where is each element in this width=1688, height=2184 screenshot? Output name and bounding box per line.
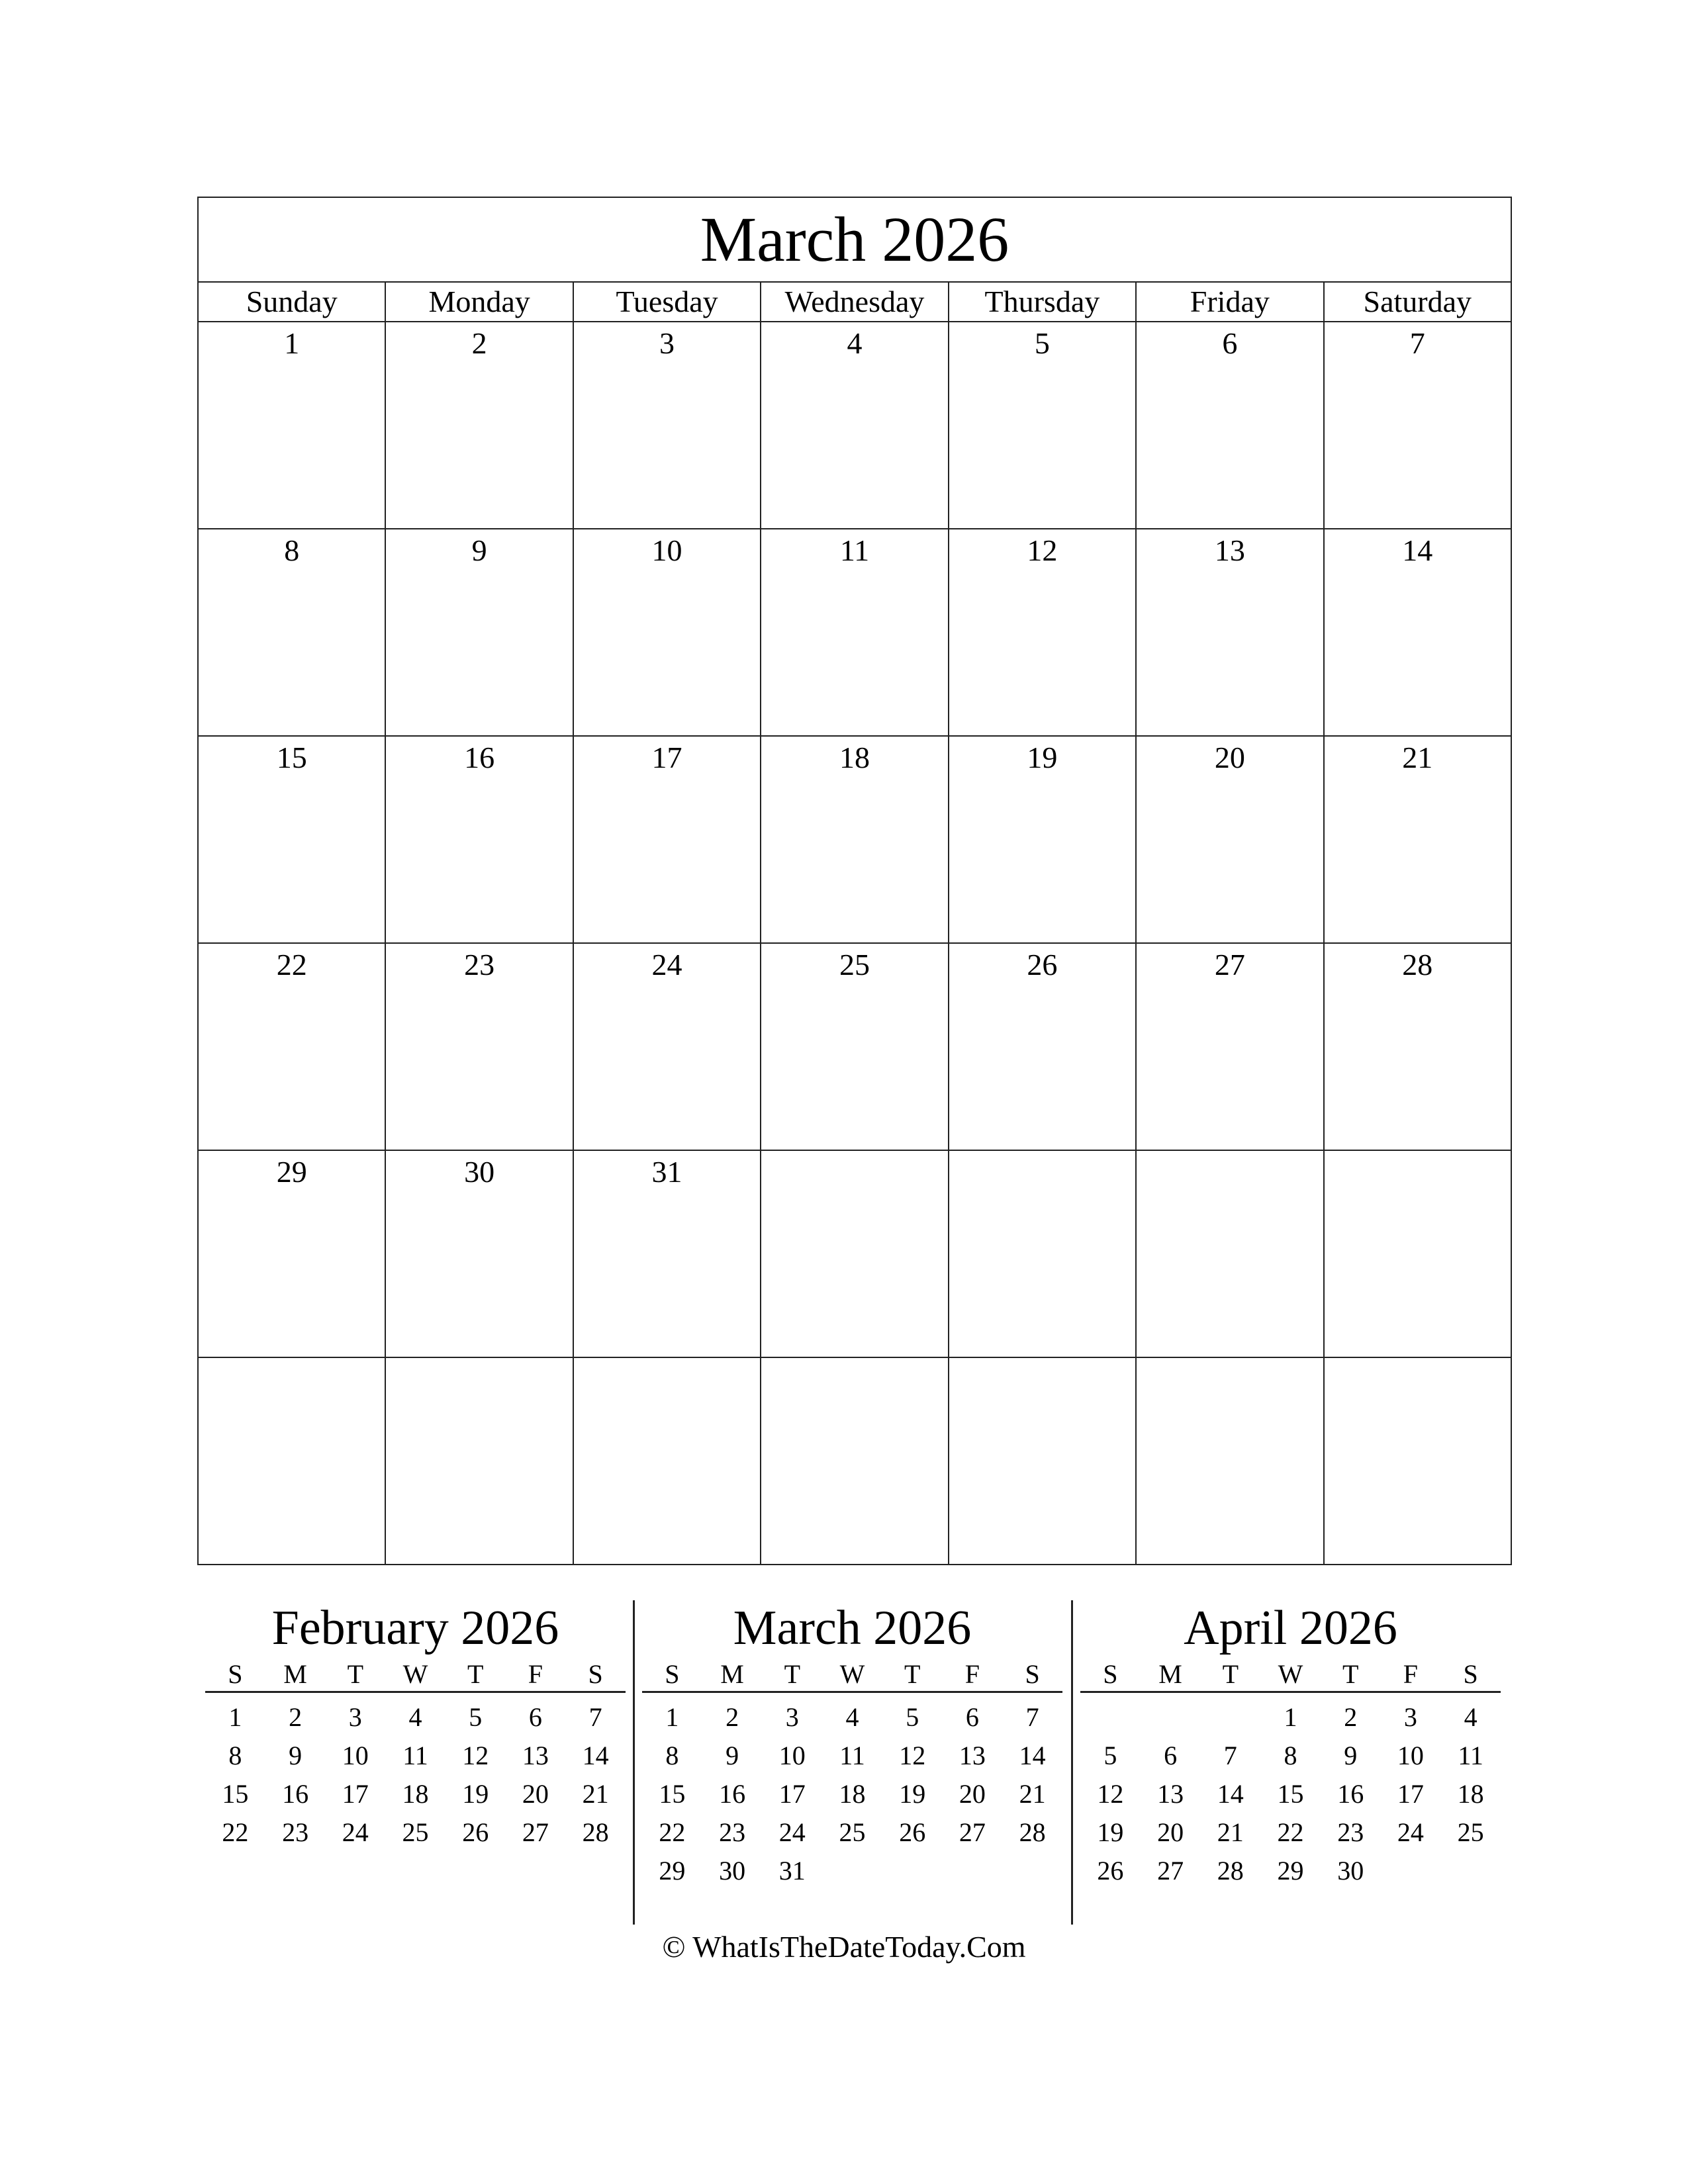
mini-day: 1	[228, 1702, 242, 1732]
mini-day: 10	[342, 1741, 369, 1770]
mini-weekday-label: S	[1025, 1659, 1040, 1689]
day-cell: 2	[386, 322, 573, 528]
mini-day: 3	[1403, 1702, 1417, 1732]
mini-day: 2	[726, 1702, 739, 1732]
day-cell: 11	[761, 529, 949, 735]
mini-day: 8	[1284, 1741, 1297, 1770]
mini-day: 4	[845, 1702, 859, 1732]
day-cell	[949, 1358, 1137, 1564]
mini-day: 12	[1097, 1779, 1124, 1809]
mini-day: 7	[588, 1702, 602, 1732]
day-cell: 22	[199, 944, 386, 1150]
mini-day: 24	[342, 1817, 369, 1847]
day-cell	[1137, 1151, 1324, 1357]
day-cell: 27	[1137, 944, 1324, 1150]
mini-day: 9	[726, 1741, 739, 1770]
week-row	[199, 1151, 1511, 1358]
mini-weekday-row	[205, 1658, 626, 1693]
mini-day: 18	[839, 1779, 866, 1809]
day-cell	[761, 1358, 949, 1564]
mini-day: 10	[1397, 1741, 1424, 1770]
mini-weekday-label: W	[402, 1659, 428, 1689]
mini-day: 16	[282, 1779, 309, 1809]
day-cell: 17	[574, 737, 761, 942]
mini-day: 29	[1277, 1856, 1304, 1886]
calendar-weeks	[199, 322, 1511, 1564]
mini-weekday-label: S	[1463, 1659, 1478, 1689]
mini-day: 13	[1157, 1779, 1184, 1809]
mini-day: 22	[1277, 1817, 1304, 1847]
mini-calendar-title: February 2026	[271, 1601, 559, 1655]
day-cell: 20	[1137, 737, 1324, 942]
mini-day: 4	[1464, 1702, 1477, 1732]
day-cell	[1137, 1358, 1324, 1564]
mini-day: 7	[1223, 1741, 1237, 1770]
mini-day: 17	[342, 1779, 369, 1809]
day-cell: 29	[199, 1151, 386, 1357]
week-row	[199, 529, 1511, 737]
mini-day: 21	[1019, 1779, 1046, 1809]
day-cell: 7	[1409, 326, 1425, 360]
mini-weekday-label: T	[1222, 1659, 1239, 1689]
mini-day: 6	[528, 1702, 542, 1732]
mini-day: 26	[1097, 1856, 1124, 1886]
day-cell	[1325, 1151, 1511, 1357]
mini-day: 11	[1458, 1741, 1483, 1770]
weekday-header-row	[199, 283, 1511, 322]
weekday-header: Friday	[1137, 283, 1324, 321]
mini-day: 14	[582, 1741, 609, 1770]
mini-weekday-label: W	[1278, 1659, 1303, 1689]
day-cell: 5	[949, 322, 1137, 528]
mini-day: 16	[719, 1779, 746, 1809]
day-cell: 12	[949, 529, 1137, 735]
mini-day: 25	[1457, 1817, 1484, 1847]
mini-day: 20	[1157, 1817, 1184, 1847]
mini-weekday-label: T	[467, 1659, 484, 1689]
day-cell: 24	[574, 944, 761, 1150]
day-cell: 19	[949, 737, 1137, 942]
copyright-footer: © WhatIsTheDateToday.Com	[662, 1930, 1026, 1964]
mini-day: 31	[778, 1856, 806, 1886]
mini-day: 9	[289, 1741, 303, 1770]
day-cell: 23	[386, 944, 573, 1150]
mini-weekday-label: M	[1158, 1659, 1182, 1689]
mini-day: 3	[348, 1702, 362, 1732]
mini-day: 30	[719, 1856, 746, 1886]
weekday-header: Monday	[386, 283, 573, 321]
mini-weekday-label: W	[839, 1659, 865, 1689]
mini-day: 17	[778, 1779, 806, 1809]
mini-weekday-label: S	[665, 1659, 680, 1689]
day-cell: 16	[386, 737, 573, 942]
day-cell: 25	[761, 944, 949, 1150]
mini-calendar-march	[642, 1598, 1062, 1890]
day-cell	[386, 1358, 573, 1564]
day-cell	[199, 1358, 386, 1564]
day-cell: 30	[386, 1151, 573, 1357]
day-cell: 26	[949, 944, 1137, 1150]
day-cell: 9	[386, 529, 573, 735]
mini-day: 8	[228, 1741, 242, 1770]
mini-day: 29	[659, 1856, 686, 1886]
mini-day	[1200, 1698, 1260, 1737]
mini-weekday-row	[642, 1658, 1062, 1693]
mini-day: 7	[1025, 1702, 1039, 1732]
day-cell: 14	[1402, 533, 1433, 567]
mini-day: 14	[1019, 1741, 1046, 1770]
mini-weekday-label: S	[228, 1659, 243, 1689]
mini-day: 13	[959, 1741, 986, 1770]
mini-day: 6	[965, 1702, 979, 1732]
week-row	[199, 944, 1511, 1151]
mini-day: 22	[222, 1817, 249, 1847]
mini-day	[1141, 1698, 1201, 1737]
mini-day: 15	[659, 1779, 686, 1809]
day-cell: 8	[199, 529, 386, 735]
day-cell: 13	[1137, 529, 1324, 735]
mini-day: 26	[462, 1817, 489, 1847]
mini-weekday-label: T	[904, 1659, 921, 1689]
mini-day: 28	[582, 1817, 609, 1847]
mini-day: 11	[402, 1741, 428, 1770]
day-cell	[949, 1151, 1137, 1357]
mini-day: 13	[522, 1741, 549, 1770]
mini-calendar-april	[1080, 1598, 1501, 1890]
mini-day: 28	[1019, 1817, 1046, 1847]
mini-calendar-february	[205, 1598, 626, 1852]
mini-day: 20	[522, 1779, 549, 1809]
main-calendar	[197, 197, 1512, 1565]
mini-day: 25	[839, 1817, 866, 1847]
mini-weekday-label: S	[588, 1659, 603, 1689]
mini-day: 5	[469, 1702, 483, 1732]
mini-day: 3	[785, 1702, 799, 1732]
mini-day: 5	[1103, 1741, 1117, 1770]
mini-calendar-title: April 2026	[1184, 1601, 1397, 1655]
mini-day: 12	[462, 1741, 489, 1770]
mini-day: 4	[408, 1702, 422, 1732]
mini-weekday-row	[1080, 1658, 1501, 1693]
mini-day: 27	[522, 1817, 549, 1847]
mini-day: 8	[665, 1741, 679, 1770]
mini-calendar-title: March 2026	[733, 1601, 972, 1655]
mini-weekday-label: M	[720, 1659, 744, 1689]
day-cell: 3	[574, 322, 761, 528]
mini-day: 1	[665, 1702, 679, 1732]
mini-day: 15	[222, 1779, 249, 1809]
mini-day: 16	[1337, 1779, 1364, 1809]
day-cell: 21	[1402, 741, 1433, 774]
mini-day: 17	[1397, 1779, 1424, 1809]
mini-day: 24	[1397, 1817, 1424, 1847]
day-cell: 4	[761, 322, 949, 528]
mini-weekday-label: F	[1403, 1659, 1419, 1689]
week-row	[199, 737, 1511, 944]
mini-weekday-label: T	[347, 1659, 363, 1689]
mini-day: 27	[959, 1817, 986, 1847]
weekday-header: Sunday	[199, 283, 386, 321]
mini-day: 18	[1457, 1779, 1484, 1809]
mini-weekday-label: T	[1342, 1659, 1359, 1689]
mini-day: 19	[1097, 1817, 1124, 1847]
mini-day: 21	[582, 1779, 609, 1809]
mini-day: 15	[1277, 1779, 1304, 1809]
mini-day: 5	[906, 1702, 919, 1732]
mini-weekday-label: S	[1103, 1659, 1118, 1689]
day-cell: 10	[574, 529, 761, 735]
mini-day: 27	[1157, 1856, 1184, 1886]
mini-calendar-divider	[1071, 1600, 1073, 1925]
mini-weekday-label: F	[528, 1659, 543, 1689]
mini-day: 23	[1337, 1817, 1364, 1847]
day-cell: 31	[574, 1151, 761, 1357]
mini-day: 28	[1217, 1856, 1244, 1886]
week-row	[199, 322, 1511, 529]
mini-weekday-label: F	[964, 1659, 980, 1689]
mini-day: 11	[839, 1741, 865, 1770]
mini-day	[1080, 1698, 1141, 1737]
calendar-title: March 2026	[199, 198, 1511, 283]
mini-day: 22	[659, 1817, 686, 1847]
weekday-header: Saturday	[1363, 285, 1472, 318]
mini-weekday-label: M	[283, 1659, 307, 1689]
day-cell	[1325, 1358, 1511, 1564]
mini-day: 24	[778, 1817, 806, 1847]
mini-day-grid	[205, 1693, 626, 1852]
mini-day: 19	[462, 1779, 489, 1809]
mini-day: 2	[1344, 1702, 1358, 1732]
day-cell: 28	[1402, 948, 1433, 981]
mini-day: 18	[402, 1779, 429, 1809]
mini-day: 25	[402, 1817, 429, 1847]
mini-day: 23	[282, 1817, 309, 1847]
day-cell: 15	[199, 737, 386, 942]
mini-day: 19	[899, 1779, 926, 1809]
mini-day: 10	[778, 1741, 806, 1770]
weekday-header: Wednesday	[761, 283, 949, 321]
day-cell: 18	[761, 737, 949, 942]
mini-day-grid	[642, 1693, 1062, 1890]
mini-day: 12	[899, 1741, 926, 1770]
mini-day: 1	[1284, 1702, 1297, 1732]
day-cell: 6	[1137, 322, 1324, 528]
weekday-header: Thursday	[949, 283, 1137, 321]
mini-day: 14	[1217, 1779, 1244, 1809]
mini-day: 2	[289, 1702, 303, 1732]
mini-day: 30	[1337, 1856, 1364, 1886]
mini-day: 9	[1344, 1741, 1358, 1770]
mini-day: 21	[1217, 1817, 1244, 1847]
mini-day: 23	[719, 1817, 746, 1847]
day-cell: 1	[199, 322, 386, 528]
mini-weekday-label: T	[784, 1659, 800, 1689]
mini-day: 20	[959, 1779, 986, 1809]
mini-day-grid	[1080, 1693, 1501, 1890]
weekday-header: Tuesday	[574, 283, 761, 321]
week-row	[199, 1358, 1511, 1564]
mini-day: 6	[1164, 1741, 1178, 1770]
mini-calendar-divider	[633, 1600, 635, 1925]
day-cell	[574, 1358, 761, 1564]
mini-day: 26	[899, 1817, 926, 1847]
day-cell	[761, 1151, 949, 1357]
